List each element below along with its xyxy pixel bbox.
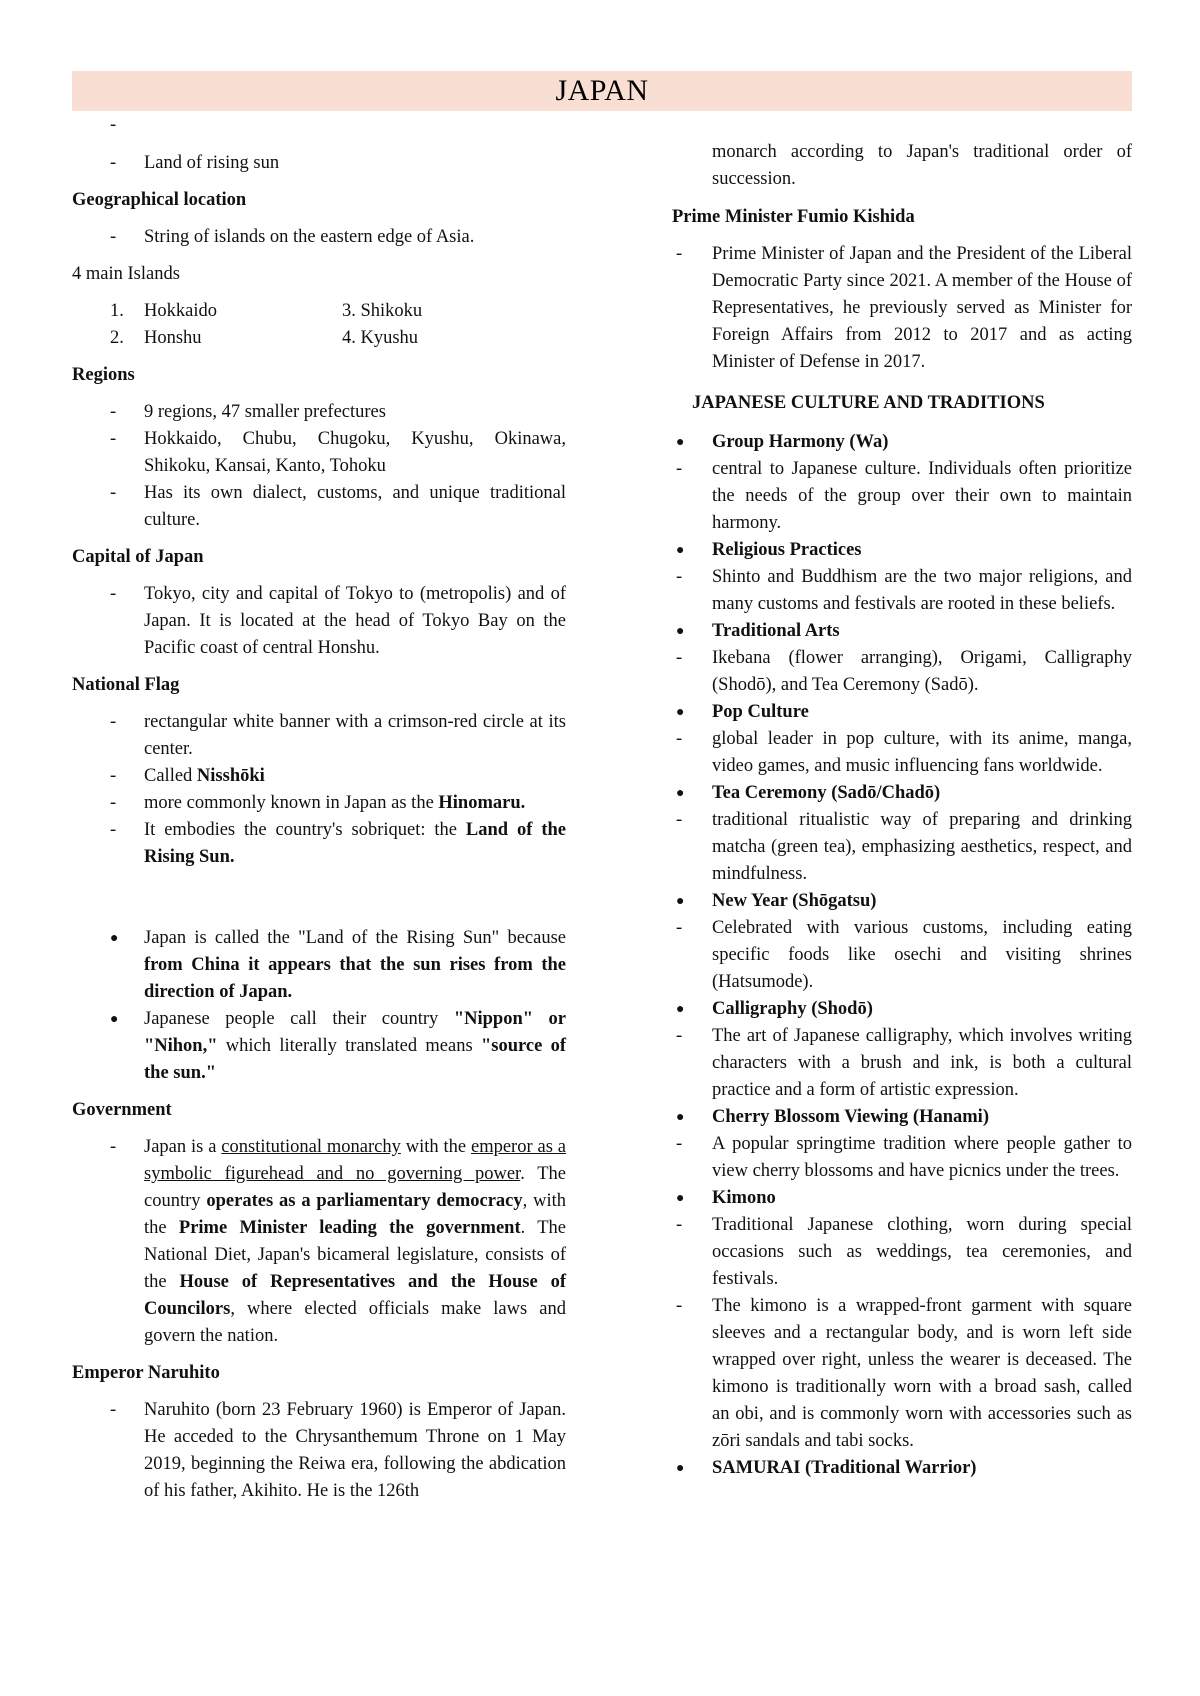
title-banner — [72, 71, 1132, 111]
islands-label: 4 main Islands — [72, 264, 180, 284]
culture-item-title: Calligraphy (Shodō) — [712, 999, 873, 1019]
bullet-marker: ● — [676, 705, 685, 720]
capital-text: Tokyo, city and capital of Tokyo to (metropolis) and of Japan. It is located at the head of Tokyo Bay on the Pacific coast of central Honshu. — [144, 584, 566, 658]
emperor-heading: Emperor Naruhito — [72, 1363, 220, 1383]
dash-marker: - — [676, 1026, 683, 1046]
bullet-marker: ● — [676, 543, 685, 558]
geo-item — [72, 224, 566, 251]
gov-text: . The country — [144, 1164, 567, 1211]
bullet-marker: ● — [110, 931, 119, 946]
list-number: 2. — [110, 328, 124, 348]
regions-text: Hokkaido, Chubu, Chugoku, Kyushu, Okinawa, Shikoku, Kansai, Kanto, Tohoku — [144, 429, 566, 476]
gov-text-underline: emperor as a symbolic figurehead and no governing power — [144, 1137, 566, 1184]
culture-item-desc: The kimono is a wrapped-front garment with square sleeves and a rectangular body, and is worn left side wrapped over right, unless the wearer is deceased. The kimono is traditionally worn with a broad sash, called an obi, and is commonly worn with accessories such as zōri sandals and tabi socks. — [712, 1296, 1132, 1451]
dash-marker: - — [110, 712, 117, 732]
culture-item-desc: Shinto and Buddhism are the two major religions, and many customs and festivals are rooted in these beliefs. — [712, 567, 1132, 614]
dash-marker: - — [110, 766, 117, 786]
dash-marker: - — [676, 459, 683, 479]
regions-item — [72, 399, 566, 426]
island-item — [72, 325, 342, 352]
regions-item — [72, 426, 566, 480]
emperor-item — [72, 1397, 566, 1505]
dash-marker: - — [676, 1215, 683, 1235]
culture-item-desc-row — [672, 1293, 1132, 1455]
culture-item-title-row — [672, 1104, 1132, 1131]
gov-text: , with the — [144, 1191, 567, 1238]
culture-item-title-row — [672, 1455, 1132, 1482]
culture-item-desc: global leader in pop culture, with its anime, manga, video games, and music influencing fans worldwide. — [712, 729, 1132, 776]
culture-item-title: Cherry Blossom Viewing (Hanami) — [712, 1107, 989, 1127]
flag-heading: National Flag — [72, 675, 180, 695]
flag-item — [72, 763, 566, 790]
culture-item-title-row — [672, 699, 1132, 726]
culture-item-desc-row — [672, 915, 1132, 996]
culture-item-title: Pop Culture — [712, 702, 809, 722]
capital-item — [72, 581, 566, 662]
bullet-marker: ● — [676, 1191, 685, 1206]
culture-item-desc-row — [672, 1131, 1132, 1185]
bullet-marker: ● — [676, 435, 685, 450]
bullet-marker: ● — [676, 1110, 685, 1125]
sun-bullet-item — [72, 1006, 566, 1087]
pm-item — [672, 241, 1132, 376]
government-item — [72, 1134, 566, 1350]
sun-text: which literally translated means — [217, 1036, 481, 1056]
flag-item — [72, 709, 566, 763]
geo-text: String of islands on the eastern edge of Asia. — [144, 227, 475, 247]
sun-text-bold: "source of the sun." — [144, 1036, 566, 1083]
culture-item-desc: traditional ritualistic way of preparing and drinking matcha (green tea), emphasizing aesthetics, respect, and mindfulness. — [712, 810, 1132, 884]
culture-item-title-row — [672, 996, 1132, 1023]
capital-heading: Capital of Japan — [72, 547, 204, 567]
dash-marker: - — [110, 402, 117, 422]
culture-item-desc: The art of Japanese calligraphy, which involves writing characters with a brush and ink, is both a cultural practice and a form of artistic expression. — [712, 1026, 1132, 1100]
government-heading: Government — [72, 1100, 172, 1120]
culture-list — [672, 429, 1132, 1482]
islands-list — [72, 298, 566, 352]
flag-name-bold: Land of the Rising Sun. — [144, 820, 566, 867]
culture-item-desc-row — [672, 1023, 1132, 1104]
culture-item-title: Religious Practices — [712, 540, 862, 560]
culture-item-title: New Year (Shōgatsu) — [712, 891, 877, 911]
dash-marker: - — [110, 1137, 117, 1157]
dash-marker: - — [676, 729, 683, 749]
island-item — [72, 298, 342, 325]
culture-item-title-row — [672, 537, 1132, 564]
island-name: Hokkaido — [144, 301, 217, 321]
flag-text: It embodies the country's sobriquet: the — [144, 820, 466, 840]
dash-marker: - — [676, 648, 683, 668]
dash-marker: - — [676, 1296, 683, 1316]
gov-text-underline: constitutional monarchy — [221, 1137, 401, 1157]
emperor-text: Naruhito (born 23 February 1960) is Emperor of Japan. He acceded to the Chrysanthemum Throne on 1 May 2019, beginning the Reiwa era, following the abdication of his father, Akihito. He is the 126th — [144, 1400, 566, 1501]
gov-text-bold: House of Representatives and the House of Councilors — [144, 1272, 566, 1319]
culture-item-title: Group Harmony (Wa) — [712, 432, 889, 452]
dash-marker: - — [110, 227, 117, 247]
dash-marker: - — [676, 810, 683, 830]
gov-text: with the — [400, 1137, 471, 1157]
culture-item-desc-row — [672, 564, 1132, 618]
culture-item-title-row — [672, 429, 1132, 456]
intro-text: Land of rising sun — [144, 153, 280, 173]
regions-text: 9 regions, 47 smaller prefectures — [144, 402, 386, 422]
dash-marker: - — [676, 1134, 683, 1154]
culture-item-desc: Celebrated with various customs, including eating specific foods like osechi and visiting shrines (Hatsumode). — [712, 918, 1132, 992]
dash-marker: - — [676, 567, 683, 587]
bullet-marker: ● — [676, 894, 685, 909]
pm-text: Prime Minister of Japan and the President of the Liberal Democratic Party since 2021. A member of the House of Representatives, he previously served as Minister for Foreign Affairs from 2012 to 2017 and as acting Minister of Defense in 2017. — [712, 244, 1132, 372]
culture-item-desc: A popular springtime tradition where people gather to view cherry blossoms and have picnics under the trees. — [712, 1134, 1132, 1181]
flag-name-bold: Hinomaru. — [438, 793, 526, 813]
list-number: 1. — [110, 301, 124, 321]
island-item — [342, 298, 542, 325]
emperor-text-continued: monarch according to Japan's traditional order of succession. — [712, 142, 1132, 189]
dash-marker: - — [110, 153, 117, 173]
regions-heading: Regions — [72, 365, 135, 385]
island-item — [342, 325, 542, 352]
gov-text: Japan is a — [144, 1137, 222, 1157]
flag-text: rectangular white banner with a crimson-red circle at its center. — [144, 712, 566, 759]
bullet-marker: ● — [676, 624, 685, 639]
sun-text: Japanese people call their country — [144, 1009, 454, 1029]
culture-item-title: Kimono — [712, 1188, 776, 1208]
sun-bullet-item — [72, 925, 566, 1006]
bullet-marker: ● — [110, 1012, 119, 1027]
culture-item-title-row — [672, 888, 1132, 915]
culture-item-desc: Ikebana (flower arranging), Origami, Calligraphy (Shodō), and Tea Ceremony (Sadō). — [712, 648, 1132, 695]
dash-marker: - — [110, 793, 117, 813]
regions-item — [72, 480, 566, 534]
island-name: Honshu — [144, 328, 202, 348]
culture-item-title-row — [672, 1185, 1132, 1212]
left-column — [72, 112, 566, 1505]
page-title: JAPAN — [555, 74, 649, 107]
flag-name-bold: Nisshōki — [196, 766, 265, 786]
culture-item-title: Tea Ceremony (Sadō/Chadō) — [712, 783, 941, 803]
dash-marker: - — [110, 584, 117, 604]
flag-item — [72, 790, 566, 817]
dash-marker: - — [110, 483, 117, 503]
dash-marker: - — [110, 820, 117, 840]
culture-item-desc: Traditional Japanese clothing, worn during special occasions such as weddings, tea ceremonies, and festivals. — [712, 1215, 1132, 1289]
culture-item-desc-row — [672, 1212, 1132, 1293]
intro-empty-item — [72, 112, 566, 139]
dash-marker: - — [676, 918, 683, 938]
culture-item-desc: central to Japanese culture. Individuals often prioritize the needs of the group over their own to maintain harmony. — [712, 459, 1132, 533]
culture-item-desc-row — [672, 456, 1132, 537]
dash-marker: - — [110, 115, 117, 135]
gov-text: , where elected officials make laws and govern the nation. — [144, 1299, 566, 1346]
sun-text-bold: "Nippon" or "Nihon," — [144, 1009, 566, 1056]
flag-text: more commonly known in Japan as the — [144, 793, 439, 813]
culture-item-desc-row — [672, 726, 1132, 780]
flag-item — [72, 817, 566, 871]
culture-item-title-row — [672, 618, 1132, 645]
emperor-continued — [672, 139, 1132, 193]
intro-item — [72, 150, 566, 177]
culture-heading: JAPANESE CULTURE AND TRADITIONS — [692, 393, 1045, 413]
dash-marker: - — [110, 1400, 117, 1420]
sun-text-bold: from China it appears that the sun rises from the direction of Japan. — [144, 955, 566, 1002]
island-name: 3. Shikoku — [342, 301, 423, 321]
culture-item-title-row — [672, 780, 1132, 807]
gov-text: . The National Diet, Japan's bicameral legislature, consists of the — [144, 1218, 566, 1292]
dash-marker: - — [110, 429, 117, 449]
culture-item-title: Traditional Arts — [712, 621, 840, 641]
culture-item-title: SAMURAI (Traditional Warrior) — [712, 1458, 977, 1478]
culture-item-desc-row — [672, 645, 1132, 699]
gov-text-bold: Prime Minister leading the government — [178, 1218, 521, 1238]
flag-text: Called — [144, 766, 197, 786]
regions-text: Has its own dialect, customs, and unique traditional culture. — [144, 483, 566, 530]
dash-marker: - — [676, 244, 683, 264]
bullet-marker: ● — [676, 1002, 685, 1017]
bullet-marker: ● — [676, 786, 685, 801]
gov-text-bold: operates as a parliamentary democracy — [206, 1191, 523, 1211]
pm-heading: Prime Minister Fumio Kishida — [672, 207, 915, 227]
geo-heading: Geographical location — [72, 190, 247, 210]
sun-text: Japan is called the "Land of the Rising Sun" because — [144, 928, 566, 948]
right-column — [672, 112, 1132, 1482]
culture-item-desc-row — [672, 807, 1132, 888]
island-name: 4. Kyushu — [342, 328, 419, 348]
bullet-marker: ● — [676, 1461, 685, 1476]
